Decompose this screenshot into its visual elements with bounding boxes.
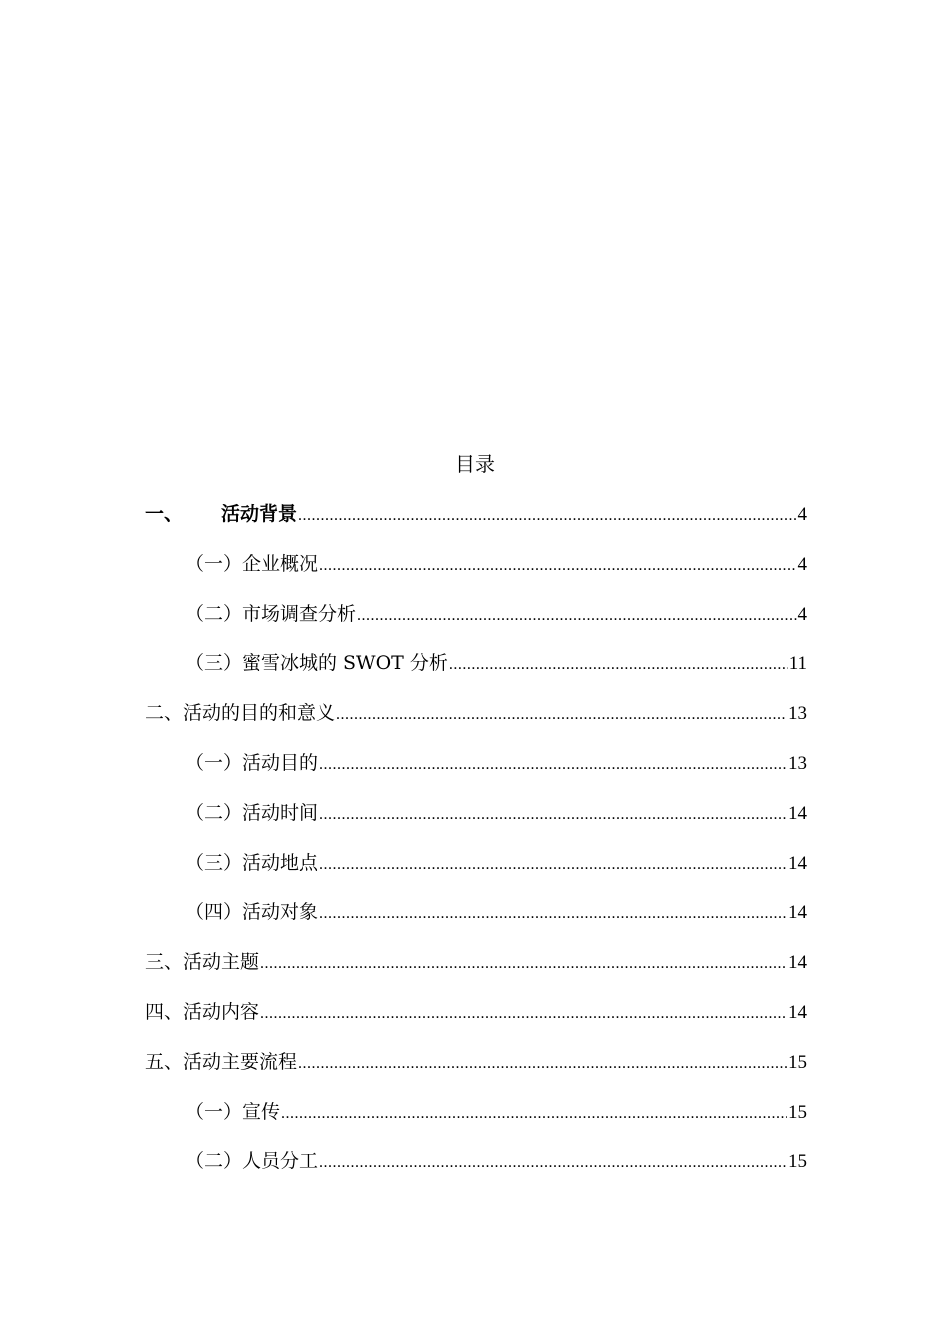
toc-leader-dots: [357, 602, 796, 630]
toc-entry-page: 11: [788, 653, 807, 675]
toc-leader-dots: [260, 1000, 787, 1028]
toc-leader-dots: [319, 900, 787, 928]
toc-entry-label: [145, 500, 297, 528]
toc-entry[interactable]: [145, 600, 807, 650]
toc-leader-dots: [319, 1149, 787, 1177]
toc-leader-dots: [298, 502, 796, 530]
toc-entry-page: 4: [797, 504, 807, 525]
toc-entry-text: 四、活动内容: [145, 1000, 260, 1023]
toc-entry[interactable]: [145, 849, 807, 899]
toc-entry-text: 活动背景: [221, 503, 298, 525]
toc-entry[interactable]: [145, 649, 807, 699]
toc-entry-page: 15: [788, 1101, 807, 1123]
toc-entry-text: （二）市场调查分析: [185, 602, 357, 625]
toc-entry-text: （三）活动地点: [185, 851, 319, 874]
toc-entry-page: 14: [788, 852, 807, 874]
toc-leader-dots: [319, 552, 796, 580]
toc-entry[interactable]: [145, 749, 807, 799]
toc-entry[interactable]: [145, 1098, 807, 1148]
toc-entry[interactable]: [145, 948, 807, 998]
toc-entry-text: 五、活动主要流程: [145, 1050, 298, 1073]
toc-entry[interactable]: [145, 998, 807, 1048]
toc-entry[interactable]: [145, 699, 807, 749]
toc-leader-dots: [319, 851, 787, 879]
toc-entry-text: （三）蜜雪冰城的 SWOT 分析: [185, 652, 448, 675]
toc-entry-text: （一）企业概况: [185, 552, 319, 575]
toc-leader-dots: [260, 950, 787, 978]
toc-entry-page: 14: [788, 952, 807, 974]
toc-leader-dots: [336, 701, 787, 729]
toc-entry[interactable]: [145, 1147, 807, 1197]
toc-leader-dots: [319, 801, 787, 829]
toc-entry-page: 4: [797, 553, 807, 575]
toc-entry-text: （二）活动时间: [185, 801, 319, 824]
toc-leader-dots: [281, 1100, 787, 1128]
toc-entry-number: 一、: [145, 503, 184, 525]
toc-entry-text: （四）活动对象: [185, 901, 319, 924]
toc-leader-dots: [319, 751, 787, 779]
toc-entry[interactable]: [145, 500, 807, 550]
toc-entry[interactable]: [145, 898, 807, 948]
toc-entry-text: （二）人员分工: [185, 1150, 319, 1173]
toc-entry-text: 二、活动的目的和意义: [145, 702, 336, 725]
toc-entry[interactable]: [145, 550, 807, 600]
toc-entry-page: 14: [788, 802, 807, 824]
toc-entry[interactable]: [145, 799, 807, 849]
toc-entry-page: 14: [788, 902, 807, 924]
toc-entry-text: 三、活动主题: [145, 951, 260, 974]
toc-title: 目录: [455, 452, 495, 476]
toc-entry-page: 13: [788, 703, 807, 725]
toc-entry-text: （一）活动目的: [185, 751, 319, 774]
toc-entry-text: （一）宣传: [185, 1100, 281, 1123]
toc-entry[interactable]: [145, 1048, 807, 1098]
toc-entry-page: 14: [788, 1001, 807, 1023]
toc-entry-page: 15: [788, 1151, 807, 1173]
toc-leader-dots: [298, 1050, 787, 1078]
toc-entry-page: 13: [788, 752, 807, 774]
table-of-contents: [145, 500, 807, 1197]
toc-leader-dots: [449, 651, 788, 679]
toc-entry-page: 4: [797, 603, 807, 625]
toc-entry-page: 15: [788, 1051, 807, 1073]
